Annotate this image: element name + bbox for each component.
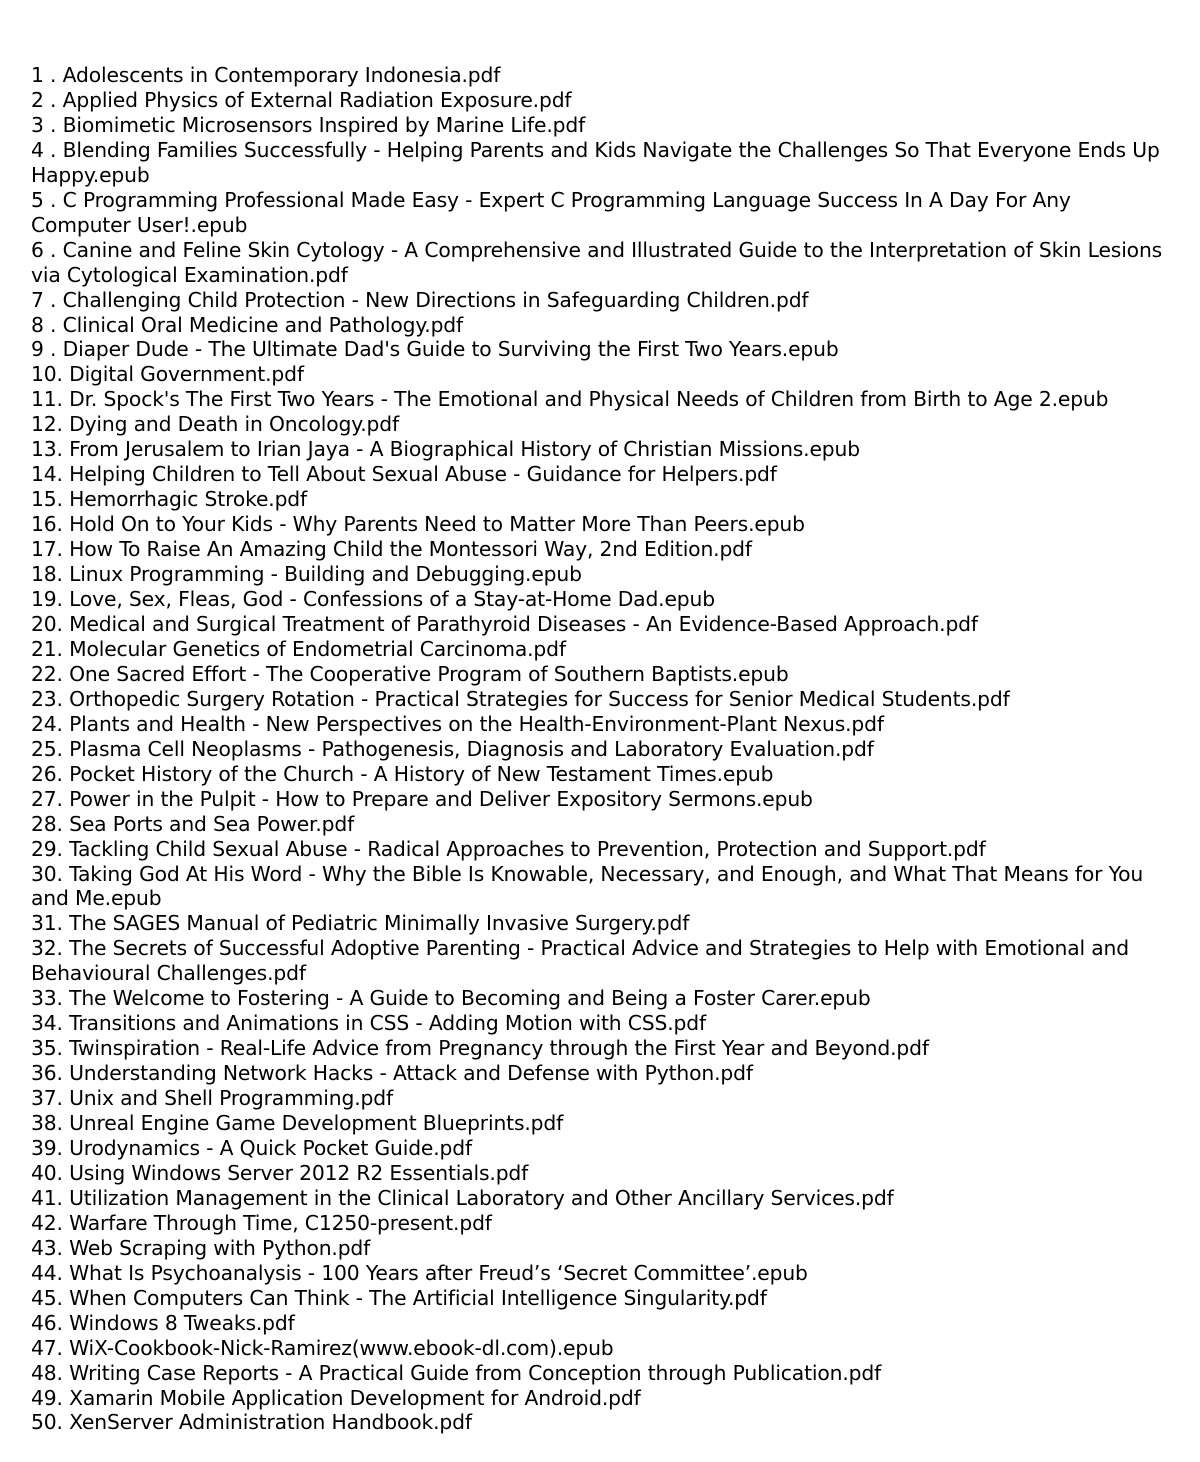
list-item: 25. Plasma Cell Neoplasms - Pathogenesis, Diagnosis and Laboratory Evaluation.pdf (31, 736, 874, 761)
file-list (31, 63, 1176, 1435)
list-item: 43. Web Scraping with Python.pdf (31, 1235, 371, 1260)
list-item: 27. Power in the Pulpit - How to Prepare and Deliver Expository Sermons.epub (31, 786, 813, 811)
list-item: 14. Helping Children to Tell About Sexual Abuse - Guidance for Helpers.pdf (31, 462, 777, 487)
list-item: 34. Transitions and Animations in CSS - Adding Motion with CSS.pdf (31, 1011, 706, 1036)
list-item: 11. Dr. Spock's The First Two Years - The Emotional and Physical Needs of Children from Birth to Age 2.epub (31, 387, 1109, 412)
list-item: 31. The SAGES Manual of Pediatric Minimally Invasive Surgery.pdf (31, 911, 690, 936)
list-item: 18. Linux Programming - Building and Debugging.epub (31, 562, 582, 587)
list-item: 9 . Diaper Dude - The Ultimate Dad's Guide to Surviving the First Two Years.epub (31, 337, 839, 362)
list-item: 4 . Blending Families Successfully - Helping Parents and Kids Navigate the Challenges So That Everyone Ends Up Happy.epub (31, 137, 1160, 187)
list-item: 24. Plants and Health - New Perspectives on the Health-Environment-Plant Nexus.pdf (31, 711, 884, 736)
list-item: 23. Orthopedic Surgery Rotation - Practical Strategies for Success for Senior Medical Students.pdf (31, 686, 1010, 711)
list-item: 35. Twinspiration - Real-Life Advice from Pregnancy through the First Year and Beyond.pdf (31, 1036, 929, 1061)
list-item: 36. Understanding Network Hacks - Attack and Defense with Python.pdf (31, 1061, 753, 1086)
list-item: 49. Xamarin Mobile Application Development for Android.pdf (31, 1385, 641, 1410)
list-item: 1 . Adolescents in Contemporary Indonesia.pdf (31, 63, 501, 87)
list-item: 38. Unreal Engine Game Development Blueprints.pdf (31, 1111, 564, 1136)
list-item: 47. WiX-Cookbook-Nick-Ramirez(www.ebook-dl.com).epub (31, 1335, 614, 1360)
list-item: 26. Pocket History of the Church - A History of New Testament Times.epub (31, 761, 774, 786)
list-item: 44. What Is Psychoanalysis - 100 Years after Freud’s ‘Secret Committee’.epub (31, 1260, 808, 1285)
list-item: 33. The Welcome to Fostering - A Guide to Becoming and Being a Foster Carer.epub (31, 986, 871, 1011)
list-item: 13. From Jerusalem to Irian Jaya - A Biographical History of Christian Missions.epub (31, 437, 860, 462)
list-item: 21. Molecular Genetics of Endometrial Carcinoma.pdf (31, 636, 566, 661)
list-item: 39. Urodynamics - A Quick Pocket Guide.pdf (31, 1135, 472, 1160)
list-item: 2 . Applied Physics of External Radiation Exposure.pdf (31, 87, 572, 112)
list-item: 8 . Clinical Oral Medicine and Pathology.pdf (31, 312, 464, 337)
list-item: 22. One Sacred Effort - The Cooperative Program of Southern Baptists.epub (31, 661, 789, 686)
list-item: 10. Digital Government.pdf (31, 362, 304, 387)
list-item: 45. When Computers Can Think - The Artificial Intelligence Singularity.pdf (31, 1285, 767, 1310)
list-item: 20. Medical and Surgical Treatment of Parathyroid Diseases - An Evidence-Based Approach.pdf (31, 611, 978, 636)
list-item: 40. Using Windows Server 2012 R2 Essentials.pdf (31, 1160, 529, 1185)
list-item: 37. Unix and Shell Programming.pdf (31, 1086, 393, 1111)
list-item: 3 . Biomimetic Microsensors Inspired by Marine Life.pdf (31, 112, 586, 137)
list-item: 48. Writing Case Reports - A Practical Guide from Conception through Publication.pdf (31, 1360, 882, 1385)
list-item: 42. Warfare Through Time, C1250-present.pdf (31, 1210, 492, 1235)
list-item: 15. Hemorrhagic Stroke.pdf (31, 487, 308, 512)
list-item: 12. Dying and Death in Oncology.pdf (31, 412, 399, 437)
list-item: 46. Windows 8 Tweaks.pdf (31, 1310, 295, 1335)
list-item: 7 . Challenging Child Protection - New Directions in Safeguarding Children.pdf (31, 287, 809, 312)
list-item: 28. Sea Ports and Sea Power.pdf (31, 811, 355, 836)
list-item: 6 . Canine and Feline Skin Cytology - A Comprehensive and Illustrated Guide to the Interpretation of Skin Lesions via Cytological Examination.pdf (31, 237, 1163, 287)
list-item: 16. Hold On to Your Kids - Why Parents Need to Matter More Than Peers.epub (31, 512, 805, 537)
list-item: 50. XenServer Administration Handbook.pdf (31, 1410, 472, 1435)
list-item: 17. How To Raise An Amazing Child the Montessori Way, 2nd Edition.pdf (31, 537, 752, 562)
list-item: 5 . C Programming Professional Made Easy - Expert C Programming Language Success In A Day For Any Computer User!.epub (31, 187, 1071, 237)
list-item: 30. Taking God At His Word - Why the Bible Is Knowable, Necessary, and Enough, and What That Means for You and Me.epub (31, 861, 1144, 911)
list-item: 41. Utilization Management in the Clinical Laboratory and Other Ancillary Services.pdf (31, 1185, 894, 1210)
list-item: 19. Love, Sex, Fleas, God - Confessions of a Stay-at-Home Dad.epub (31, 587, 715, 612)
list-item: 32. The Secrets of Successful Adoptive Parenting - Practical Advice and Strategies to Help with Emotional and Behavioural Challenges.pdf (31, 936, 1129, 986)
list-item: 29. Tackling Child Sexual Abuse - Radical Approaches to Prevention, Protection and Support.pdf (31, 836, 986, 861)
